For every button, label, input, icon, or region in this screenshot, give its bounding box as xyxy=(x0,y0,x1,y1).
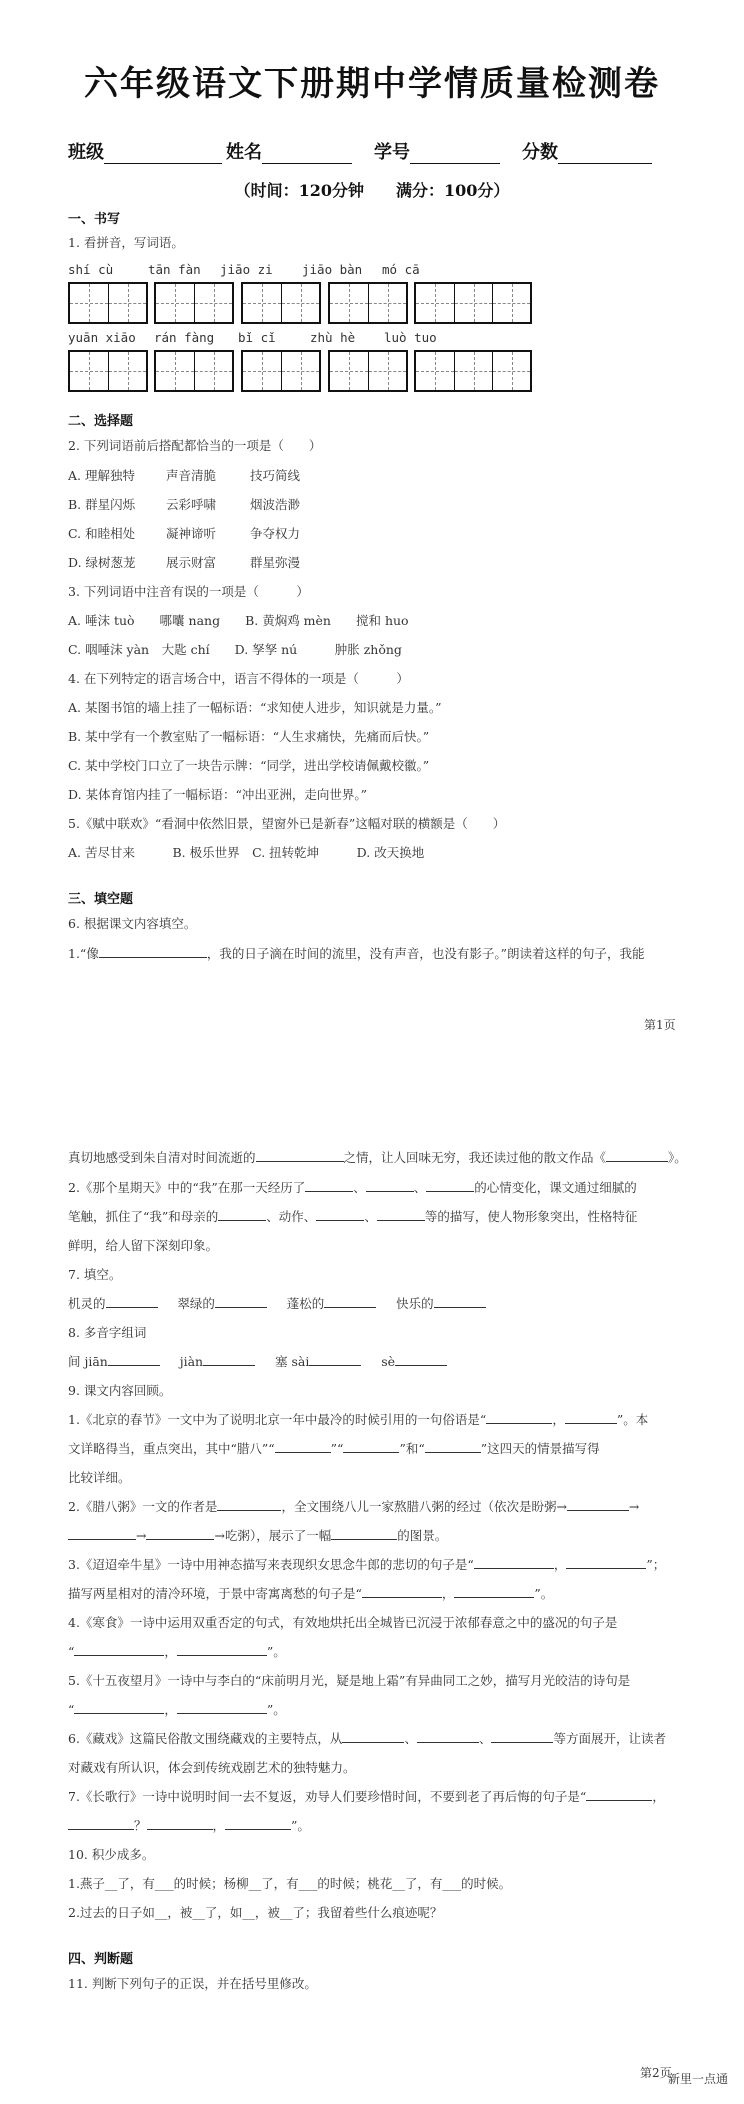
q2-option-d-2: 展示财富 xyxy=(166,555,217,570)
q6-1-line-b: 真切地感受到朱自清对时间流逝的 之情，让人回味无穷，我还读过他的散文作品《 》。 xyxy=(68,1150,687,1165)
q9-2-blank-2[interactable] xyxy=(567,1498,629,1511)
q9-4-line-a: 4.《寒食》一诗中运用双重否定的句式，有效地烘托出全城皆已沉浸于浓郁春意之中的盛况的句子是 xyxy=(68,1615,618,1630)
q6-2-blank-5[interactable] xyxy=(316,1208,364,1221)
q2-option-c-2: 凝神谛听 xyxy=(166,526,217,541)
question-10: 10. 积少成多。 xyxy=(68,1847,155,1862)
pinyin-1-1: shí cù xyxy=(68,262,114,277)
q9-2-line-a: 2.《腊八粥》一文的作者是 ，全文围绕八儿一家熬腊八粥的经过（依次是盼粥→ → xyxy=(68,1499,640,1514)
q9-3-blank-1[interactable] xyxy=(474,1556,554,1569)
q2-option-c-3: 争夺权力 xyxy=(250,526,301,541)
q9-4-blank-1[interactable] xyxy=(74,1643,164,1656)
pinyin-2-1: yuān xiāo xyxy=(68,330,136,345)
q2-option-b-2: 云彩呼啸 xyxy=(166,497,217,512)
pinyin-1-4: jiāo bàn xyxy=(302,262,363,277)
q7-blank-4[interactable] xyxy=(434,1295,486,1308)
q5-options: A. 苦尽甘来 B. 极乐世界 C. 扭转乾坤 D. 改天换地 xyxy=(68,845,425,860)
q9-2-blank-1[interactable] xyxy=(217,1498,281,1511)
q7-blank-2[interactable] xyxy=(215,1295,267,1308)
watermark-text: 新里一点通 xyxy=(668,2072,729,2086)
q9-5-blank-1[interactable] xyxy=(74,1701,164,1714)
q6-1-blank-2[interactable] xyxy=(256,1149,344,1162)
q9-4-blank-2[interactable] xyxy=(177,1643,267,1656)
q9-1-blank-3[interactable] xyxy=(275,1440,331,1453)
q9-4-line-b: “ ， ”。 xyxy=(68,1644,286,1659)
name-field: 姓名 xyxy=(226,138,352,164)
question-4: 4. 在下列特定的语言场合中，语言不得体的一项是（ ） xyxy=(68,671,409,686)
question-2: 2. 下列词语前后搭配都恰当的一项是（ ） xyxy=(68,438,322,453)
q9-6-line-b: 对藏戏有所认识，体会到传统戏剧艺术的独特魅力。 xyxy=(68,1760,356,1775)
q9-2-line-b: → →吃粥），展示了一幅 的图景。 xyxy=(68,1526,447,1544)
q9-6-blank-1[interactable] xyxy=(342,1730,404,1743)
page-title: 六年级语文下册期中学情质量检测卷 xyxy=(84,64,660,104)
q6-2-blank-6[interactable] xyxy=(377,1208,425,1221)
question-5: 5.《赋中联欢》“看洞中依然旧景，望窗外已是新春”这幅对联的横额是（ ） xyxy=(68,816,506,831)
number-blank[interactable] xyxy=(410,145,500,164)
class-blank[interactable] xyxy=(104,145,222,164)
q6-1-line-a: 1.“像 ，我的日子滴在时间的流里，没有声音，也没有影子。”朗读着这样的句子，我能 xyxy=(68,946,645,961)
char-box-1-2[interactable] xyxy=(154,282,234,324)
question-11: 11. 判断下列句子的正误，并在括号里修改。 xyxy=(68,1976,317,1991)
q6-2-line-b: 笔触，抓住了“我”和母亲的 、动作、 、 等的描写，使人物形象突出，性格特征 xyxy=(68,1209,638,1224)
q6-2-blank-1[interactable] xyxy=(305,1179,353,1192)
q9-1-blank-4[interactable] xyxy=(343,1440,399,1453)
q4-option-d: D. 某体育馆内挂了一幅标语：“冲出亚洲，走向世界。” xyxy=(68,787,368,802)
section-heading-writing: 一、书写 xyxy=(68,212,121,227)
pinyin-2-4: zhù hè xyxy=(310,330,356,345)
q2-option-c-1: C. 和睦相处 xyxy=(68,526,136,541)
q9-7-blank-4[interactable] xyxy=(225,1817,291,1830)
q2-option-a-1: A. 理解独特 xyxy=(68,468,135,483)
score-blank[interactable] xyxy=(558,145,652,164)
q2-option-a-3: 技巧简线 xyxy=(250,468,301,483)
q2-option-a-2: 声音清脆 xyxy=(166,468,217,483)
question-8: 8. 多音字组词 xyxy=(68,1325,147,1340)
q6-1-blank-3[interactable] xyxy=(606,1149,668,1162)
q4-option-a: A. 某图书馆的墙上挂了一幅标语：“求知使人进步，知识就是力量。” xyxy=(68,700,442,715)
q9-5-line-b: “ ， ”。 xyxy=(68,1702,286,1717)
q6-2-blank-4[interactable] xyxy=(218,1208,266,1221)
q8-items: 间 jiān jiàn 塞 sài sè xyxy=(68,1352,447,1370)
q8-blank-4[interactable] xyxy=(395,1353,447,1366)
q9-3-blank-4[interactable] xyxy=(454,1585,534,1598)
char-box-2-1[interactable] xyxy=(68,350,148,392)
number-field: 学号 xyxy=(374,138,500,164)
section-heading-judge: 四、判断题 xyxy=(68,1952,134,1967)
q8-blank-3[interactable] xyxy=(309,1353,361,1366)
q6-2-line-a: 2.《那个星期天》中的“我”在那一天经历了 、 、 的心情变化，课文通过细腻的 xyxy=(68,1180,637,1195)
q3-options-cd: C. 咽唾沫 yàn 大匙 chí D. 孥孥 nú 肿胀 zhǒng xyxy=(68,642,402,657)
q9-1-blank-1[interactable] xyxy=(486,1411,552,1424)
question-1: 1. 看拼音，写词语。 xyxy=(68,235,184,250)
pinyin-1-3: jiāo zi xyxy=(220,262,273,277)
char-box-1-5[interactable] xyxy=(414,282,532,324)
q2-option-b-1: B. 群星闪烁 xyxy=(68,497,136,512)
section-heading-choice: 二、选择题 xyxy=(68,414,134,429)
q9-2-blank-4[interactable] xyxy=(146,1527,214,1540)
q9-6-line-a: 6.《藏戏》这篇民俗散文围绕藏戏的主要特点，从 、 、 等方面展开，让读者 xyxy=(68,1731,666,1746)
q9-7-blank-3[interactable] xyxy=(147,1817,213,1830)
pinyin-2-2: rán fàng xyxy=(154,330,215,345)
char-grid-row-2 xyxy=(0,350,744,392)
question-3: 3. 下列词语中注音有误的一项是（ ） xyxy=(68,584,309,599)
question-7: 7. 填空。 xyxy=(68,1267,122,1282)
q9-1-line-c: 比较详细。 xyxy=(68,1470,131,1485)
q2-option-d-3: 群星弥漫 xyxy=(250,555,301,570)
q9-3-line-a: 3.《迢迢牵牛星》一诗中用神态描写来表现织女思念牛郎的悲切的句子是“ ， ”； xyxy=(68,1557,666,1572)
q6-2-line-c: 鲜明，给人留下深刻印象。 xyxy=(68,1238,219,1253)
q9-5-blank-2[interactable] xyxy=(177,1701,267,1714)
name-blank[interactable] xyxy=(262,145,352,164)
q9-1-blank-2[interactable] xyxy=(565,1411,617,1424)
q7-items: 机灵的 翠绿的 蓬松的 快乐的 xyxy=(68,1294,486,1312)
question-6: 6. 根据课文内容填空。 xyxy=(68,916,197,931)
q10-line-1: 1.燕子__了，有___的时候；杨柳__了，有___的时候；桃花__了，有___的时候。 xyxy=(68,1876,512,1891)
q9-1-blank-5[interactable] xyxy=(425,1440,481,1453)
q9-3-blank-2[interactable] xyxy=(566,1556,646,1569)
exam-time-line: （时间：120分钟 满分：100分） xyxy=(234,181,510,200)
pinyin-2-3: bǐ cǐ xyxy=(238,330,276,345)
char-box-1-3[interactable] xyxy=(241,282,321,324)
score-field: 分数 xyxy=(522,138,652,164)
char-box-2-5[interactable] xyxy=(414,350,532,392)
char-grid-row-1 xyxy=(0,282,744,324)
page-number-1: 第1页 xyxy=(644,1018,676,1032)
q9-2-blank-3[interactable] xyxy=(68,1527,136,1540)
char-box-2-3[interactable] xyxy=(241,350,321,392)
q9-7-blank-1[interactable] xyxy=(586,1788,652,1801)
q7-blank-1[interactable] xyxy=(106,1295,158,1308)
q9-3-blank-3[interactable] xyxy=(362,1585,442,1598)
q8-blank-1[interactable] xyxy=(108,1353,160,1366)
char-box-2-2[interactable] xyxy=(154,350,234,392)
q8-blank-2[interactable] xyxy=(203,1353,255,1366)
q9-7-line-a: 7.《长歌行》一诗中说明时间一去不复返，劝导人们要珍惜时间，不要到老了再后悔的句子是“ ， xyxy=(68,1789,665,1804)
pinyin-1-2: tān fàn xyxy=(148,262,201,277)
q9-7-line-b: ？ ， ”。 xyxy=(68,1816,310,1834)
q9-5-line-a: 5.《十五夜望月》一诗中与李白的“床前明月光，疑是地上霜”有异曲同工之妙，描写月光皎洁的诗句是 xyxy=(68,1673,631,1688)
q9-3-line-b: 描写两星相对的清冷环境，于景中寄寓离愁的句子是“ ， ”。 xyxy=(68,1586,554,1601)
q7-blank-3[interactable] xyxy=(324,1295,376,1308)
q6-2-blank-2[interactable] xyxy=(366,1179,414,1192)
char-box-1-4[interactable] xyxy=(328,282,408,324)
question-9: 9. 课文内容回顾。 xyxy=(68,1383,172,1398)
q2-option-d-1: D. 绿树葱茏 xyxy=(68,555,136,570)
page-number-2: 第2页 xyxy=(640,2066,672,2080)
q6-2-blank-3[interactable] xyxy=(426,1179,474,1192)
q9-6-blank-3[interactable] xyxy=(491,1730,553,1743)
q10-line-2: 2.过去的日子如__，被__了，如__，被__了；我留着些什么痕迹呢？ xyxy=(68,1905,443,1920)
pinyin-2-5: luò tuo xyxy=(384,330,437,345)
q6-1-blank-1[interactable] xyxy=(99,945,207,958)
q4-option-b: B. 某中学有一个教室贴了一幅标语：“人生求痛快，先痛而后快。” xyxy=(68,729,430,744)
char-box-1-1[interactable] xyxy=(68,282,148,324)
q9-1-line-a: 1.《北京的春节》一文中为了说明北京一年中最冷的时候引用的一句俗语是“ ， ”。本 xyxy=(68,1412,649,1427)
q9-6-blank-2[interactable] xyxy=(417,1730,479,1743)
q9-1-line-b: 文详略得当，重点突出，其中“腊八”“ ”“ ”和“ ”这四天的情景描写得 xyxy=(68,1441,600,1456)
class-field: 班级 xyxy=(68,138,222,164)
q9-2-blank-5[interactable] xyxy=(331,1527,397,1540)
q9-7-blank-2[interactable] xyxy=(68,1817,134,1830)
q4-option-c: C. 某中学校门口立了一块告示牌：“同学，进出学校请佩戴校徽。” xyxy=(68,758,430,773)
q2-option-b-3: 烟波浩渺 xyxy=(250,497,301,512)
pinyin-1-5: mó cā xyxy=(382,262,420,277)
q3-options-ab: A. 唾沫 tuò 哪囔 nang B. 黄焖鸡 mèn 搅和 huo xyxy=(68,613,409,628)
char-box-2-4[interactable] xyxy=(328,350,408,392)
section-heading-fill: 三、填空题 xyxy=(68,892,134,907)
